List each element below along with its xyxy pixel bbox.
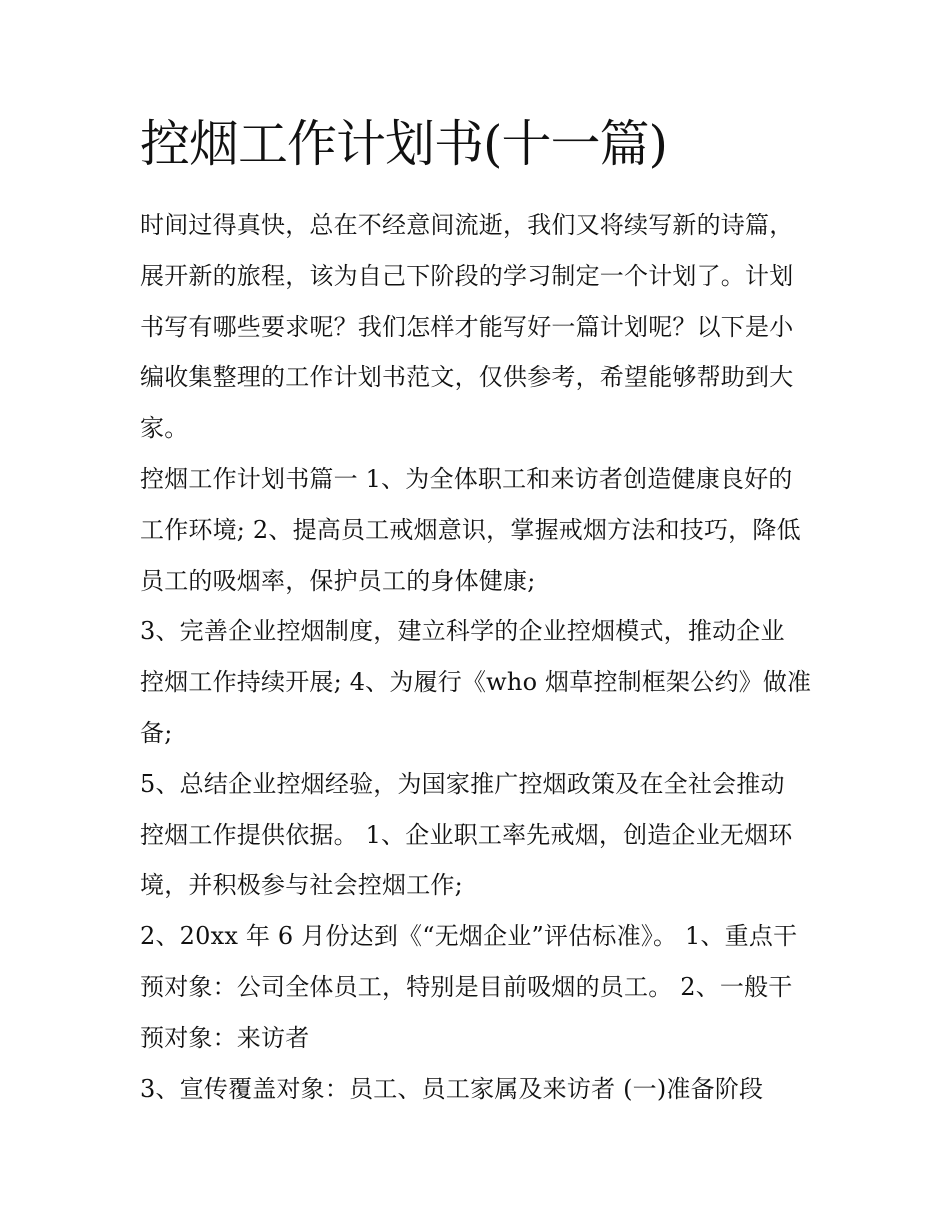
text-line: 控烟工作计划书篇一 1、为全体职工和来访者创造健康良好的 bbox=[140, 464, 793, 493]
text-line: 预对象：公司全体员工，特别是目前吸烟的员工。 2、一般干 bbox=[140, 972, 793, 1001]
paragraph-1 bbox=[140, 454, 820, 606]
text-line: 5、总结企业控烟经验，为国家推广控烟政策及在全社会推动 bbox=[140, 769, 785, 798]
document-title: 控烟工作计划书(十一篇) bbox=[140, 115, 668, 173]
text-line: 展开新的旅程，该为自己下阶段的学习制定一个计划了。计划 bbox=[140, 261, 794, 290]
text-line: 员工的吸烟率，保护员工的身体健康; bbox=[140, 566, 536, 595]
text-line: 控烟工作提供依据。 1、企业职工率先戒烟，创造企业无烟环 bbox=[140, 820, 793, 849]
text-line: 3、宣传覆盖对象：员工、员工家属及来访者 (一)准备阶段 bbox=[140, 1074, 764, 1103]
paragraph-4 bbox=[140, 911, 820, 1063]
text-line: 家。 bbox=[140, 414, 189, 443]
paragraph-5 bbox=[140, 1064, 820, 1115]
text-line: 工作环境; 2、提高员工戒烟意识，掌握戒烟方法和技巧，降低 bbox=[140, 515, 801, 544]
text-line: 控烟工作持续开展; 4、为履行《who 烟草控制框架公约》做准 bbox=[140, 668, 812, 697]
text-line: 预对象：来访者 bbox=[140, 1023, 310, 1052]
text-line: 备; bbox=[140, 718, 173, 747]
text-line: 2、20xx 年 6 月份达到《“无烟企业”评估标准》。 1、重点干 bbox=[140, 922, 798, 951]
text-line: 书写有哪些要求呢？我们怎样才能写好一篇计划呢？以下是小 bbox=[140, 312, 794, 341]
text-line: 3、完善企业控烟制度，建立科学的企业控烟模式，推动企业 bbox=[140, 617, 785, 646]
paragraph-3 bbox=[140, 759, 820, 911]
text-line: 编收集整理的工作计划书范文，仅供参考，希望能够帮助到大 bbox=[140, 363, 794, 392]
text-line: 境，并积极参与社会控烟工作; bbox=[140, 871, 463, 900]
paragraph-2 bbox=[140, 606, 820, 758]
document-body bbox=[140, 200, 820, 1114]
paragraph-intro bbox=[140, 200, 820, 454]
text-line: 时间过得真快，总在不经意间流逝，我们又将续写新的诗篇， bbox=[140, 211, 794, 239]
